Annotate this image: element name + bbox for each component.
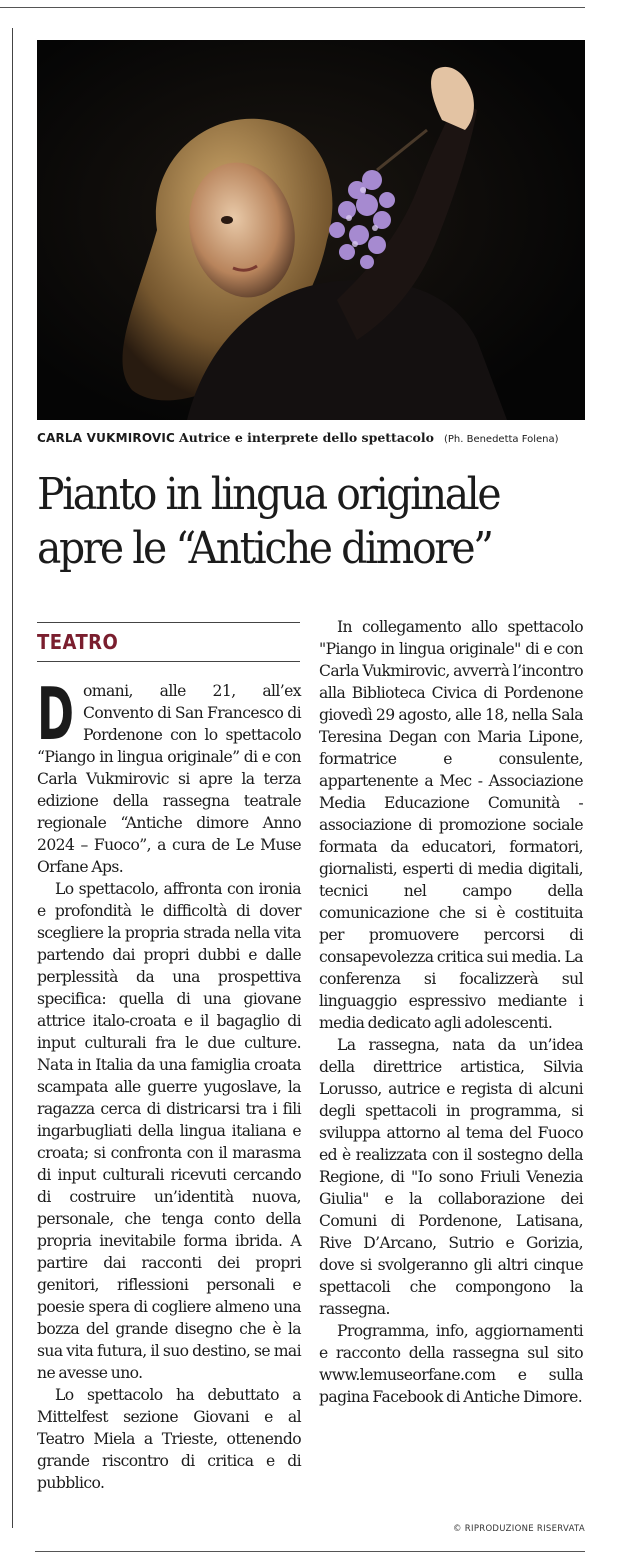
top-divider bbox=[0, 7, 585, 8]
article-column-left bbox=[37, 672, 301, 1494]
paragraph: Programma, info, aggiornamenti e racconto della rassegna sul sito www.lemuseorfane.com e sulla pagina Facebook di Antiche Dimore. bbox=[319, 1322, 583, 1406]
paragraph: La rassegna, nata da un’idea della direttrice artistica, Silvia Lorusso, autrice e regista di alcuni degli spettacoli in programma, si sviluppa attorno al tema del Fuoco ed è realizzata con il sostegno della Regione, di "Io sono Friuli Venezia Giulia" e la collaborazione dei Comuni di Pordenone, Latisana, Rive D’Arcano, Sutrio e Gorizia, dove si svolgeranno gli altri cinque spettacoli che compongono la rassegna. bbox=[319, 1036, 583, 1318]
headline-line-1: Pianto in lingua originale bbox=[37, 469, 500, 520]
paragraph: Lo spettacolo ha debuttato a Mittelfest sezione Giovani e al Teatro Miela a Trieste, ottenendo grande riscontro di critica e di pubblico. bbox=[37, 1386, 301, 1492]
bottom-divider bbox=[35, 1551, 585, 1552]
photo-illustration bbox=[37, 40, 585, 420]
copyright-notice: © RIPRODUZIONE RISERVATA bbox=[453, 1524, 585, 1534]
drop-cap: D bbox=[37, 672, 74, 756]
caption-description: Autrice e interprete dello spettacolo bbox=[179, 430, 434, 445]
paragraph: Lo spettacolo, affronta con ironia e profondità le difficoltà di dover scegliere la propria strada nella vita partendo dai propri dubbi e dalle perplessità da una prospettiva specifica: quella di una giovane attrice italo-croata e il bagaglio di input culturali fra le due culture. Nata in Italia da una famiglia croata scampata alle guerre yugoslave, la ragazza cerca di districarsi tra i fili ingarbugliati della lingua italiana e croata; si confronta con il marasma di input culturali ricevuti cercando di costruire un’identità nuova, personale, che tenga conto della propria inevitabile forma ibrida. A partire dai racconti dei propri genitori, riflessioni personali e poesie spera di cogliere almeno una bozza del grande disegno che è la sua vita futura, il suo destino, se mai ne avesse uno. bbox=[37, 880, 301, 1382]
section-rubric: TEATRO bbox=[37, 630, 119, 654]
article-column-right bbox=[319, 616, 583, 1408]
paragraph-text: omani, alle 21, all’ex Convento di San Francesco di Pordenone con lo spettacolo “Piango in lingua originale” di e con Carla Vukmirovic si apre la terza edizione della rassegna teatrale regionale “Antiche dimore Anno 2024 – Fuoco”, a cura de Le Muse Orfane Aps. bbox=[37, 682, 301, 876]
headline bbox=[37, 468, 558, 576]
photo-credit: (Ph. Benedetta Folena) bbox=[443, 434, 559, 445]
rubric-rule-top bbox=[37, 622, 300, 623]
left-margin-rule bbox=[12, 28, 13, 1528]
headline-line-2: apre le “Antiche dimore” bbox=[37, 523, 492, 574]
photo-caption bbox=[37, 428, 585, 448]
caption-name: CARLA VUKMIROVIC bbox=[37, 431, 176, 445]
article-photo bbox=[37, 40, 585, 420]
rubric-rule-bottom bbox=[37, 661, 300, 662]
paragraph bbox=[37, 672, 301, 878]
paragraph: In collegamento allo spettacolo "Piango in lingua originale" di e con Carla Vukmirovic, avverrà l’incontro alla Biblioteca Civica di Pordenone giovedì 29 agosto, alle 18, nella Sala Teresina Degan con Maria Lipone, formatrice e consulente, appartenente a Mec - Associazione Media Educazione Comunità - associazione di promozione sociale formata da educatori, formatori, giornalisti, esperti di media digitali, tecnici nel campo della comunicazione che si è costituita per promuovere percorsi di consapevolezza critica sui media. La conferenza si focalizzerà sul linguaggio espressivo mediante i media dedicato agli adolescenti. bbox=[319, 618, 583, 1032]
